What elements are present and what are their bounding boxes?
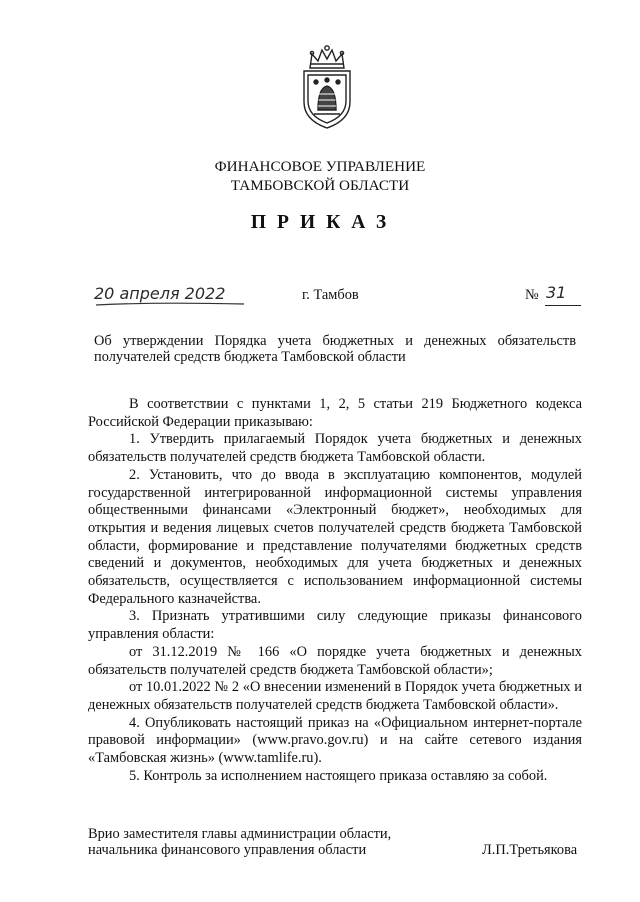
paragraph-item-3a: от 31.12.2019 № 166 «О порядке учета бюджетных и денежных обязательств получателей средств бюджета Тамбовской области»; [88,643,582,678]
paragraph-preamble: В соответствии с пунктами 1, 2, 5 статьи 219 Бюджетного кодекса Российской Федерации приказываю: [88,396,582,430]
coat-of-arms-icon [296,44,358,130]
document-subject: Об утверждении Порядка учета бюджетных и денежных обязательств получателей средств бюджета Тамбовской области [94,333,576,365]
paragraph-item-5: 5. Контроль за исполнением настоящего приказа оставляю за собой. [129,767,548,784]
org-name-line1: ФИНАНСОВОЕ УПРАВЛЕНИЕ [214,158,426,175]
document-title: ПРИКАЗ [250,212,398,233]
number-underline [545,305,581,306]
paragraph-item-3b: от 10.01.2022 № 2 «О внесении изменений в Порядок учета бюджетных и денежных обязательств получателей средств бюджета Тамбовской области». [88,679,582,713]
signatory-name: Л.П.Третьякова [482,842,578,858]
paragraph-item-3: 3. Признать утратившими силу следующие приказы финансового управления области: [88,608,582,643]
date-underline [94,300,250,308]
handwritten-number-text: 31 [546,283,567,302]
signatory-position-line1: Врио заместителя главы администрации области, [88,826,392,842]
handwritten-number [546,283,580,303]
paragraph-item-4: 4. Опубликовать настоящий приказ на «Официальном интернет-портале правовой информации» (www.pravo.gov.ru) и на сайте сетевого издания «Тамбовская жизнь» (www.tamlife.ru). [88,714,582,767]
document-body [88,396,582,785]
paragraph-item-2: 2. Установить, что до ввода в эксплуатацию компонентов, модулей государственной интегрированной информационной системы управления общественными финансами «Электронный бюджет», необходимых для открытия и ведения лицевых счетов получателей средств бюджета Тамбовской области, формирование и представление получателями бюджетных средств сведений и документов, необходимых для учета бюджетных и денежных обязательств, осуществляется с использованием информационной системы Федерального казначейства. [88,466,582,607]
signatory-position [88,826,391,858]
number-label: № [525,287,539,303]
org-name-line2: ТАМБОВСКОЙ ОБЛАСТИ [230,177,410,194]
city-name: г. Тамбов [302,287,359,303]
signatory-position-line2: начальника финансового управления области [88,842,367,858]
handwritten-date-text: 20 апреля 2022 [94,284,226,303]
paragraph-item-1: 1. Утвердить прилагаемый Порядок учета бюджетных и денежных обязательств получателей средств бюджета Тамбовской области. [88,431,582,466]
